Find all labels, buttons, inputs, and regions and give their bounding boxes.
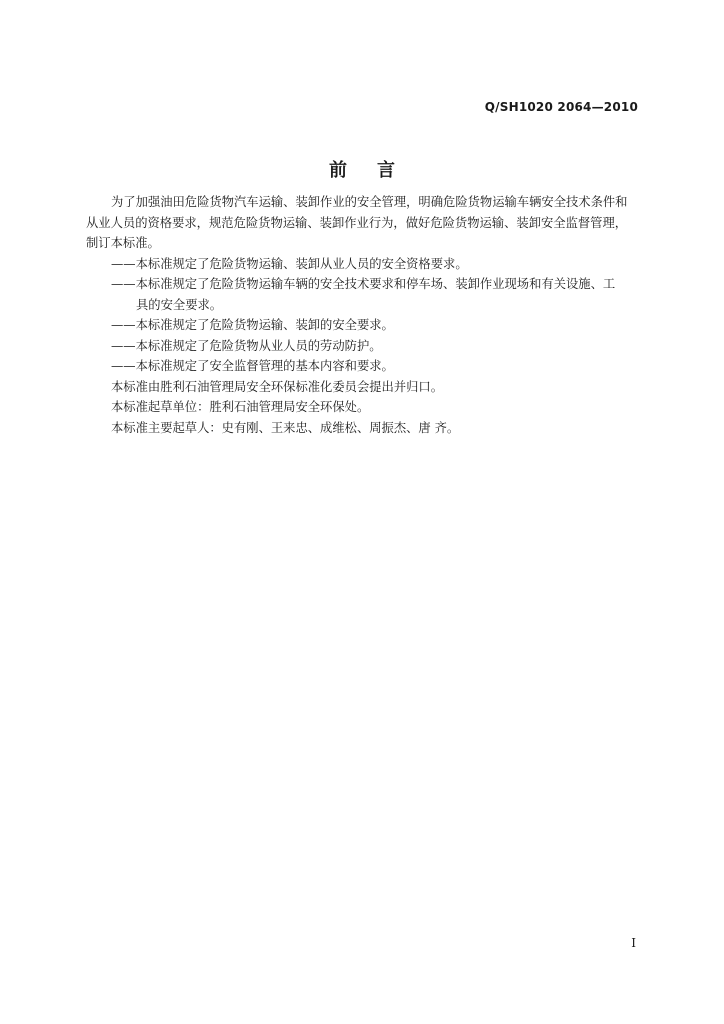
drafters-paragraph: 本标准主要起草人：史有刚、王来忠、成维松、周振杰、唐 齐。 (111, 420, 460, 435)
proposer-paragraph: 本标准由胜利石油管理局安全环保标准化委员会提出并归口。 (111, 379, 444, 394)
drafting-unit-paragraph: 本标准起草单位：胜利石油管理局安全环保处。 (111, 400, 370, 414)
page-number: I (631, 936, 636, 950)
list-item (86, 274, 638, 315)
list-item: ——本标准规定了安全监督管理的基本内容和要求。 (111, 359, 394, 373)
list-item-line: ——本标准规定了危险货物运输车辆的安全技术要求和停车场、装卸作业现场和有关设施、工 (111, 277, 616, 291)
intro-paragraph: 为了加强油田危险货物汽车运输、装卸作业的安全管理，明确危险货物运输车辆安全技术条件和从业人员的资格要求，规范危险货物运输、装卸作业行为，做好危险货物运输、装卸安全监督管理，制订本标准。 (86, 195, 628, 250)
list-item: ——本标准规定了危险货物运输、装卸从业人员的安全资格要求。 (111, 256, 468, 271)
list-item: ——本标准规定了危险货物运输、装卸的安全要求。 (111, 318, 394, 332)
list-item: ——本标准规定了危险货物从业人员的劳动防护。 (111, 338, 382, 353)
standard-code: Q/SH1020 2064—2010 (484, 100, 638, 114)
page-title: 前言 (329, 160, 425, 181)
list-item-continuation: 具的安全要求。 (136, 297, 223, 312)
foreword-body (86, 192, 638, 438)
